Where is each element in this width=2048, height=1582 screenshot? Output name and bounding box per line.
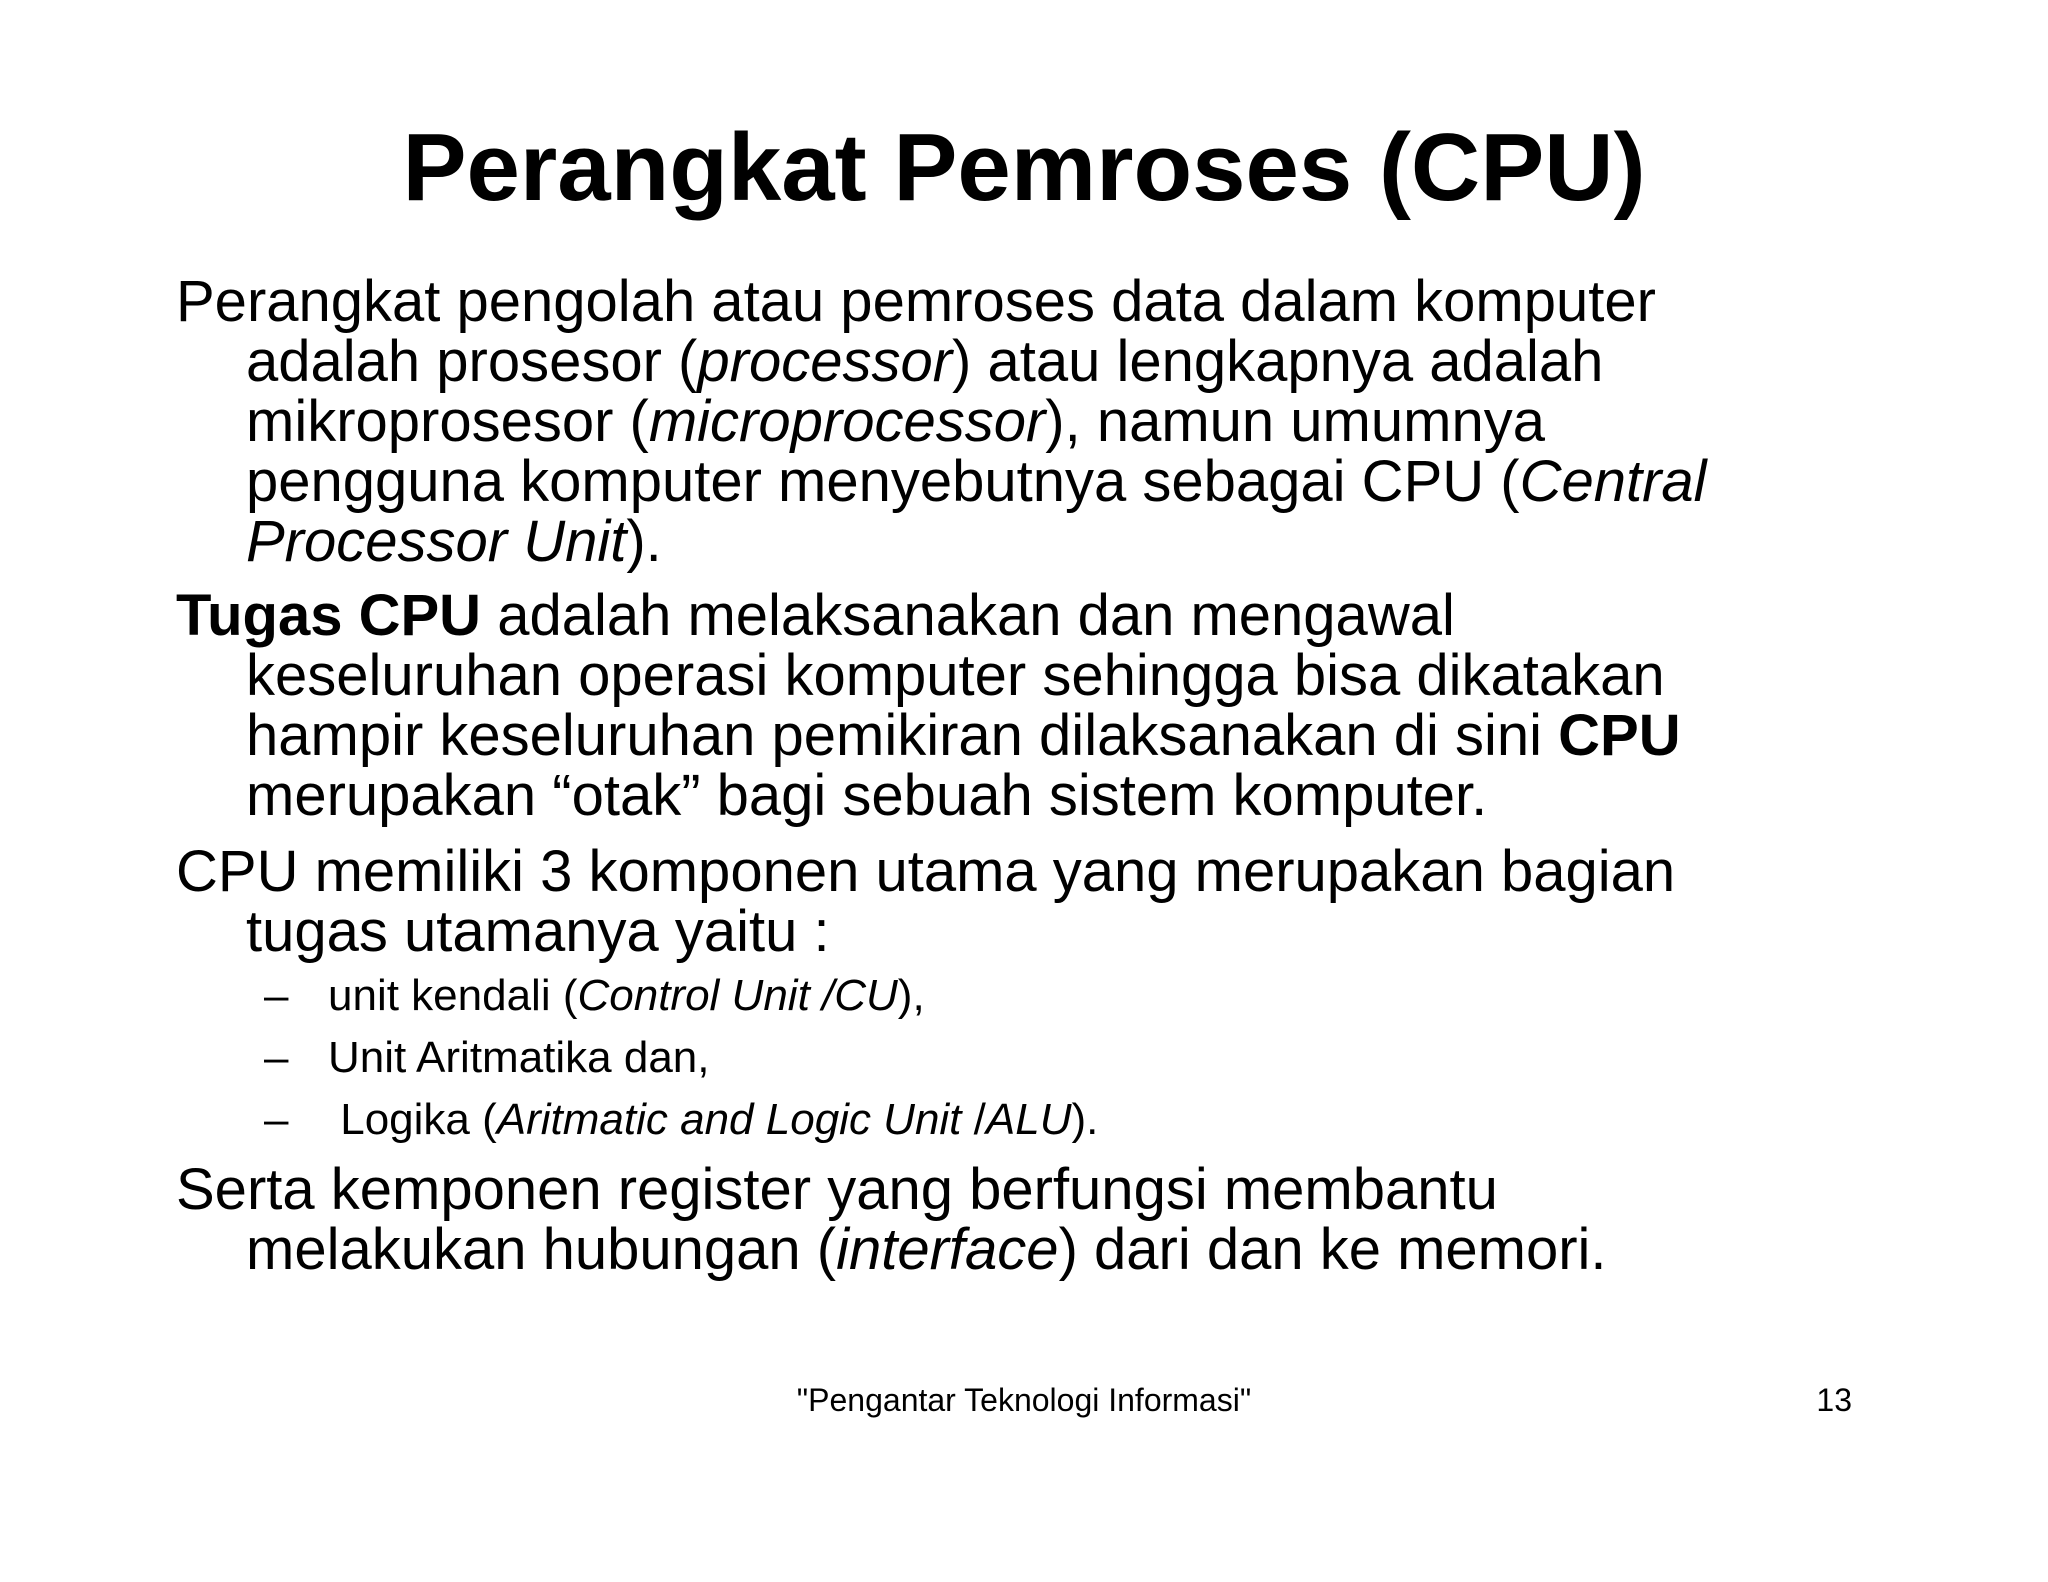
text-run: unit kendali ( <box>328 971 578 1020</box>
list-item-arithmetic-unit <box>264 1027 1664 1089</box>
text-run: mikroprosesor ( <box>246 389 649 454</box>
italic-term: interface <box>836 1217 1059 1282</box>
text-run: ) atau lengkapnya adalah <box>952 329 1604 394</box>
italic-term: Control Unit /CU <box>577 971 898 1020</box>
text-run: ) dari dan ke memori. <box>1058 1217 1607 1282</box>
paragraph-register-line-1 <box>176 1157 1876 1222</box>
paragraph-cpu-task-line-4 <box>176 763 1876 828</box>
list-item-logic-unit <box>264 1089 1664 1151</box>
italic-term: ALU <box>985 1095 1072 1144</box>
text-run: pengguna komputer menyebutnya sebagai CPU ( <box>246 449 1520 514</box>
text-run: adalah melaksanakan dan mengawal <box>481 583 1455 648</box>
paragraph-processor-line-1 <box>176 269 1876 334</box>
paragraph-register <box>176 1157 1876 1282</box>
text-run: / <box>961 1095 986 1144</box>
text-run: CPU memiliki 3 komponen utama yang merupakan bagian <box>176 839 1676 904</box>
paragraph-processor-line-2 <box>176 329 1876 394</box>
dash-bullet: – <box>264 1033 289 1082</box>
italic-term: Central <box>1519 449 1707 514</box>
text-run: Serta kemponen register yang berfungsi membantu <box>176 1157 1498 1222</box>
paragraph-cpu-task-line-3 <box>176 703 1876 768</box>
italic-term: microprocessor <box>648 389 1046 454</box>
text-run: tugas utamanya yaitu : <box>246 899 830 964</box>
paragraph-processor-line-5 <box>176 509 1876 574</box>
text-run: Unit Aritmatika dan, <box>328 1033 710 1082</box>
slide-number: 13 <box>1816 1382 1852 1418</box>
italic-term: processor <box>697 329 953 394</box>
paragraph-cpu-task <box>176 583 1876 828</box>
bold-term: CPU <box>1558 703 1681 768</box>
paragraph-cpu-task-line-1 <box>176 583 1876 648</box>
dash-bullet: – <box>264 971 289 1020</box>
component-list <box>264 965 1664 1151</box>
text-run: ), <box>897 971 925 1020</box>
paragraph-cpu-components <box>176 839 1876 964</box>
text-run: ). <box>626 509 662 574</box>
footer-title: "Pengantar Teknologi Informasi" <box>796 1382 1252 1418</box>
paragraph-cpu-components-line-2 <box>176 899 1876 964</box>
italic-term: Processor Unit <box>246 509 627 574</box>
slide-title: Perangkat Pemroses (CPU) <box>402 114 1646 221</box>
text-run: ), namun umumnya <box>1045 389 1545 454</box>
text-run: melakukan hubungan ( <box>246 1217 837 1282</box>
paragraph-processor <box>176 269 1876 574</box>
text-run: Logika ( <box>328 1095 497 1144</box>
text-run: keseluruhan operasi komputer sehingga bisa dikatakan <box>246 643 1665 708</box>
bold-term: Tugas CPU <box>176 583 482 648</box>
text-run: merupakan “otak” bagi sebuah sistem komputer. <box>246 763 1488 828</box>
paragraph-processor-line-3 <box>176 389 1876 454</box>
list-item-control-unit <box>264 965 1664 1027</box>
paragraph-processor-line-4 <box>176 449 1876 514</box>
paragraph-register-line-2 <box>176 1217 1876 1282</box>
italic-term: Aritmatic and Logic Unit <box>496 1095 962 1144</box>
text-run: hampir keseluruhan pemikiran dilaksanakan di sini <box>246 703 1559 768</box>
paragraph-cpu-task-line-2 <box>176 643 1876 708</box>
text-run: Perangkat pengolah atau pemroses data dalam komputer <box>176 269 1656 334</box>
text-run: ). <box>1071 1095 1099 1144</box>
dash-bullet: – <box>264 1095 289 1144</box>
text-run: adalah prosesor ( <box>246 329 698 394</box>
paragraph-cpu-components-line-1 <box>176 839 1876 904</box>
